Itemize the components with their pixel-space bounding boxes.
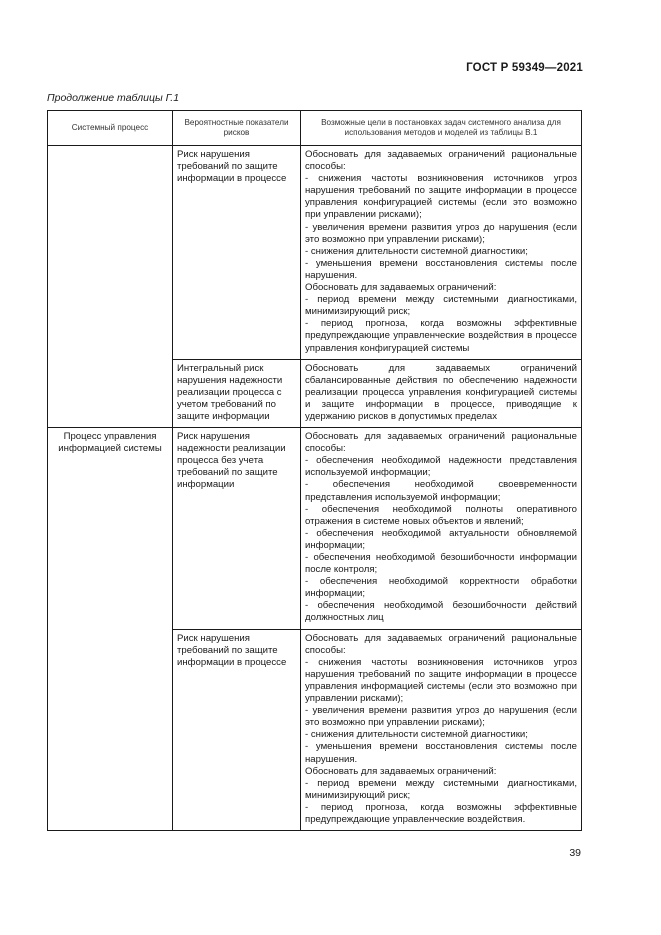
goal-line: - снижения частоты возникновения источников угроз нарушения требований по защите информации в процессе управления информацией системы (если это возможно при управлении рисками);	[305, 656, 577, 705]
goal-line: - обеспечения необходимой надежности представления используемой информации;	[305, 455, 577, 479]
risk-cell: Интегральный риск нарушения надежности реализации процесса с учетом требований по защите информации	[173, 359, 301, 427]
table-row	[48, 146, 582, 360]
goal-cell	[301, 428, 582, 630]
goal-line: - период прогноза, когда возможны эффективные предупреждающие управленческие воздействия.	[305, 801, 577, 825]
goal-line: - период времени между системными диагностиками, минимизирующий риск;	[305, 294, 577, 318]
table-caption: Продолжение таблицы Г.1	[47, 92, 180, 104]
column-header-goal: Возможные цели в постановках задач системного анализа для использования методов и моделей из таблицы В.1	[301, 111, 582, 146]
goal-line: Обосновать для задаваемых ограничений:	[305, 282, 497, 294]
goal-line: - уменьшения времени восстановления системы после нарушения.	[305, 741, 577, 765]
goal-line: - обеспечения необходимой корректности обработки информации;	[305, 576, 577, 600]
process-cell	[48, 146, 173, 428]
table-row	[48, 428, 582, 630]
goal-line: - снижения длительности системной диагностики;	[305, 245, 528, 257]
page-number: 39	[569, 847, 581, 859]
goal-line: - уменьшения времени восстановления системы после нарушения.	[305, 257, 577, 281]
goal-cell	[301, 629, 582, 831]
standard-designation: ГОСТ Р 59349—2021	[466, 62, 583, 74]
goal-line: - обеспечения необходимой безошибочности действий должностных лиц	[305, 600, 577, 624]
goal-line: - снижения частоты возникновения источников угроз нарушения требований по защите информации в процессе управления конфигурацией системы (если это возможно при управлении рисками);	[305, 173, 577, 221]
goal-line: - увеличения времени развития угроз до нарушения (если это возможно при управлении рисками);	[305, 221, 577, 245]
goal-line: - обеспечения необходимой безошибочности информации после контроля;	[305, 552, 577, 576]
risk-cell: Риск нарушения надежности реализации процесса без учета требований по защите информации	[173, 428, 301, 630]
goal-line: - увеличения времени развития угроз до нарушения (если это возможно при управлении рисками);	[305, 705, 577, 729]
goal-line: Обосновать для задаваемых ограничений:	[305, 765, 497, 777]
risk-table	[47, 110, 582, 831]
goal-line: - обеспечения необходимой своевременности представления используемой информации;	[305, 479, 577, 503]
goal-line: Обосновать для задаваемых ограничений рациональные способы:	[305, 632, 577, 656]
goal-line: Обосновать для задаваемых ограничений рациональные способы:	[305, 431, 577, 455]
goal-line: - обеспечения необходимой актуальности обновляемой информации;	[305, 527, 577, 551]
goal-line: - снижения длительности системной диагностики;	[305, 729, 528, 741]
goal-line: - период прогноза, когда возможны эффективные предупреждающие управленческие воздействия в процессе управления конфигурацией системы	[305, 318, 577, 354]
risk-cell: Риск нарушения требований по защите информации в процессе	[173, 146, 301, 360]
process-cell: Процесс управления информацией системы	[48, 428, 173, 831]
table-header-row	[48, 111, 582, 146]
column-header-risk: Вероятностные показатели рисков	[173, 111, 301, 146]
goal-cell	[301, 359, 582, 427]
goal-line: - обеспечения необходимой полноты оперативного отражения в системе новых объектов и явлений;	[305, 503, 577, 527]
risk-cell: Риск нарушения требований по защите информации в процессе	[173, 629, 301, 831]
goal-cell	[301, 146, 582, 360]
goal-line: Обосновать для задаваемых ограничений сбалансированные действия по обеспечению надежности реализации процесса управления конфигурацией системы и защите информации в процессе, приводящие к удержанию рисков в допустимых пределах	[305, 362, 577, 422]
column-header-process: Системный процесс	[48, 111, 173, 146]
goal-line: Обосновать для задаваемых ограничений рациональные способы:	[305, 149, 577, 173]
goal-line: - период времени между системными диагностиками, минимизирующий риск;	[305, 777, 577, 801]
